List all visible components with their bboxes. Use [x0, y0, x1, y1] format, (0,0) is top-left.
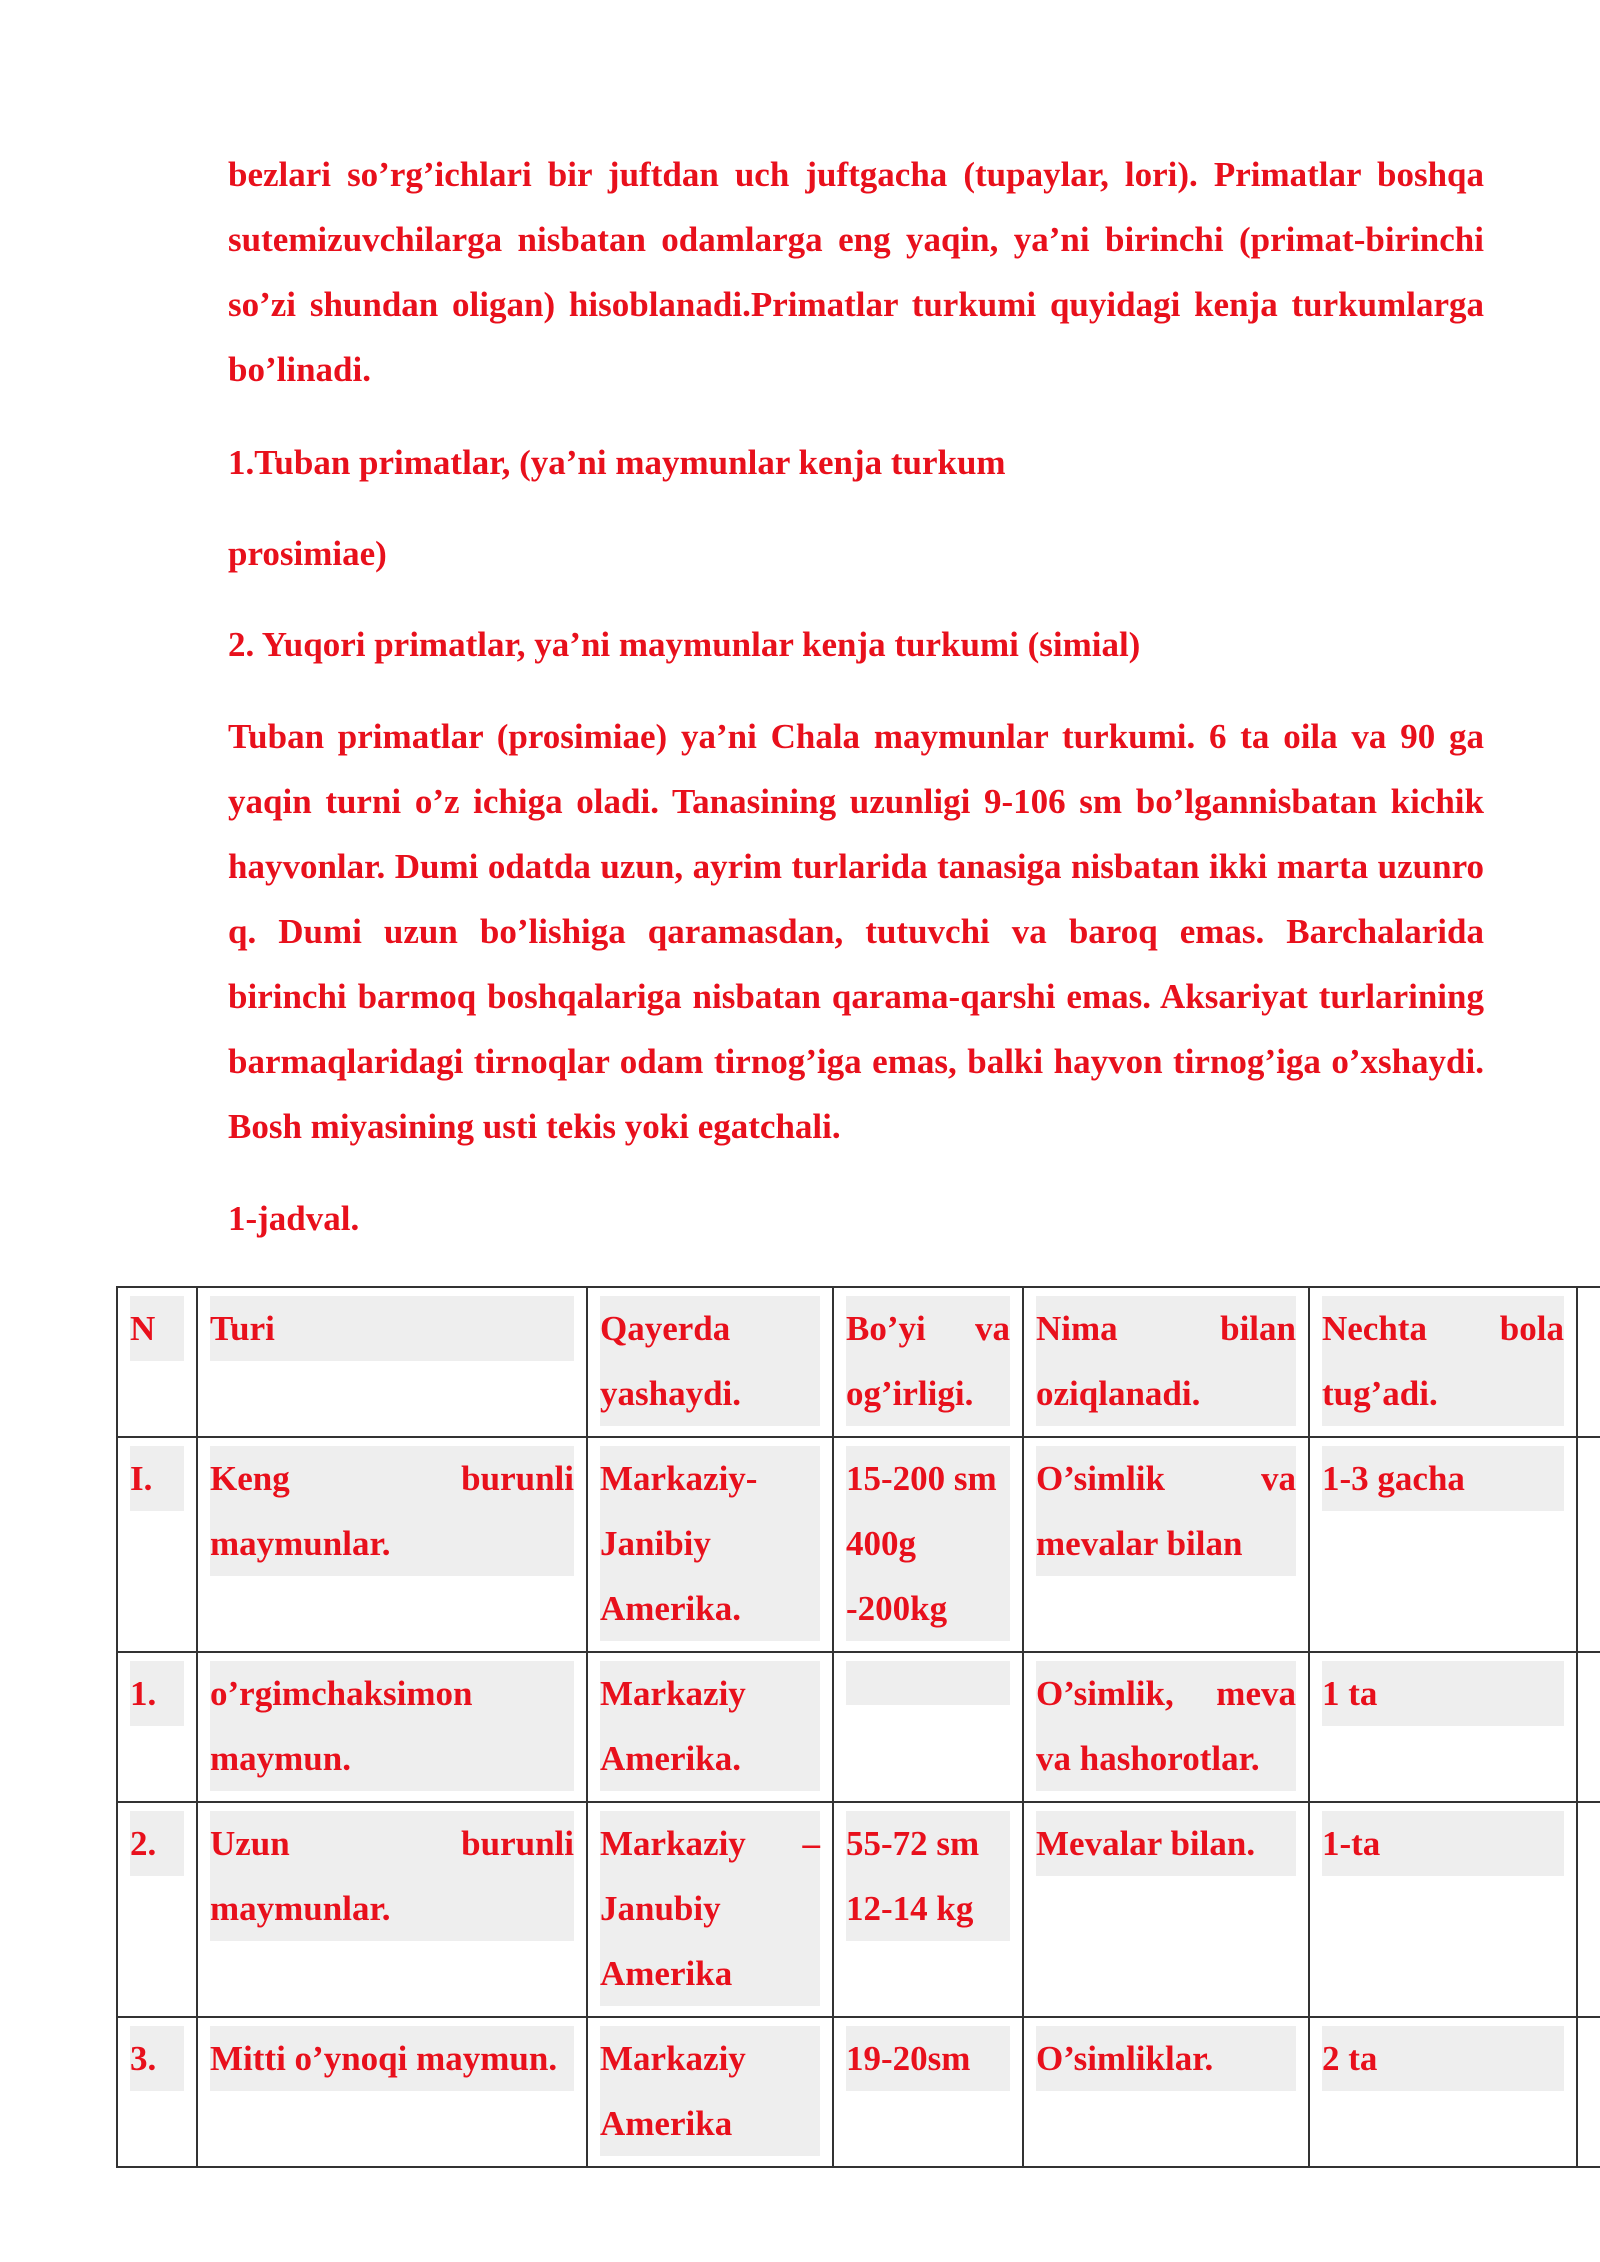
cell-nechta: 2 ta [1309, 2017, 1577, 2167]
header-cell-boyi: Bo’yi va og’irligi. [833, 1287, 1023, 1437]
header-cell-qayerda: Qayerda yashaydi. [587, 1287, 833, 1437]
cell-nechta: 1-3 gacha [1309, 1437, 1577, 1652]
cell-n: 1. [117, 1652, 197, 1802]
primates-table [116, 1286, 1600, 2168]
cell-nechta: 1 ta [1309, 1652, 1577, 1802]
cell-nechta: 1-ta [1309, 1802, 1577, 2017]
header-cell-n: N [117, 1287, 197, 1437]
cell-qayerda: Markaziy Amerika. [587, 1652, 833, 1802]
cell-turi: Uzun burunli maymunlar. [197, 1802, 587, 2017]
cell-n: I. [117, 1437, 197, 1652]
chala-maymunlar-paragraph: Tuban primatlar (prosimiae) ya’ni Chala maymunlar turkumi. 6 ta oila va 90 ga yaqin turni o’z ichiga oladi. Tanasining uzunligi 9-106 sm bo’lgannisbatan kichik hayvonlar. Dumi odatda uzun, ayrim turlarida tanasiga nisbatan ikki marta uzunro q. Dumi uzun bo’lishiga qaramasdan, tutuvchi va baroq emas. Barchalarida birinchi barmoq boshqalariga nisbatan qarama-qarshi emas. Aksariyat turlarining barmaqlaridagi tirnoqlar odam tirnog’iga emas, balki hayvon tirnog’iga o’xshaydi. Bosh miyasining usti tekis yoki egatchali. [228, 717, 1484, 1146]
table-row [117, 2017, 1600, 2167]
cell-boyi [833, 1652, 1023, 1802]
table-row [117, 1437, 1600, 1652]
trailing-cell [1577, 1437, 1600, 1652]
header-cell-turi: Turi [197, 1287, 587, 1437]
cell-nima: O’simlik, meva va hashorotlar. [1023, 1652, 1309, 1802]
subgroup-1-heading: 1.Tuban primatlar, (ya’ni maymunlar kenja turkum [228, 443, 1006, 482]
table-header-row [117, 1287, 1600, 1437]
cell-nima: O’simliklar. [1023, 2017, 1309, 2167]
cell-boyi: 19-20sm [833, 2017, 1023, 2167]
cell-qayerda: Markaziy-Janibiy Amerika. [587, 1437, 833, 1652]
cell-boyi: 55-72 sm 12-14 kg [833, 1802, 1023, 2017]
table-caption: 1-jadval. [228, 1199, 360, 1238]
cell-qayerda: Markaziy – Janubiy Amerika [587, 1802, 833, 2017]
cell-n: 2. [117, 1802, 197, 2017]
subgroup-1-heading-continued: prosimiae) [228, 534, 387, 573]
cell-nima: O’simlik va mevalar bilan [1023, 1437, 1309, 1652]
cell-nima: Mevalar bilan. [1023, 1802, 1309, 2017]
trailing-cell [1577, 1652, 1600, 1802]
cell-turi: Mitti o’ynoqi maymun. [197, 2017, 587, 2167]
table-row [117, 1652, 1600, 1802]
cell-qayerda: Markaziy Amerika [587, 2017, 833, 2167]
subgroup-2-heading: 2. Yuqori primatlar, ya’ni maymunlar kenja turkumi (simial) [228, 625, 1141, 664]
intro-paragraph: bezlari so’rg’ichlari bir juftdan uch juftgacha (tupaylar, lori). Primatlar boshqa sutemizuvchilarga nisbatan odamlarga eng yaqin, ya’ni birinchi (primat-birinchi so’zi shundan oligan) hisoblanadi.Primatlar turkumi quyidagi kenja turkumlarga bo’linadi. [228, 155, 1484, 389]
table-row [117, 1802, 1600, 2017]
header-cell-nima: Nima bilan oziqlanadi. [1023, 1287, 1309, 1437]
trailing-cell [1577, 1287, 1600, 1437]
cell-turi: Keng burunli maymunlar. [197, 1437, 587, 1652]
cell-turi: o’rgimchaksimon maymun. [197, 1652, 587, 1802]
header-cell-nechta: Nechta bola tug’adi. [1309, 1287, 1577, 1437]
cell-n: 3. [117, 2017, 197, 2167]
trailing-cell [1577, 1802, 1600, 2017]
trailing-cell [1577, 2017, 1600, 2167]
cell-boyi: 15-200 sm 400g -200kg [833, 1437, 1023, 1652]
